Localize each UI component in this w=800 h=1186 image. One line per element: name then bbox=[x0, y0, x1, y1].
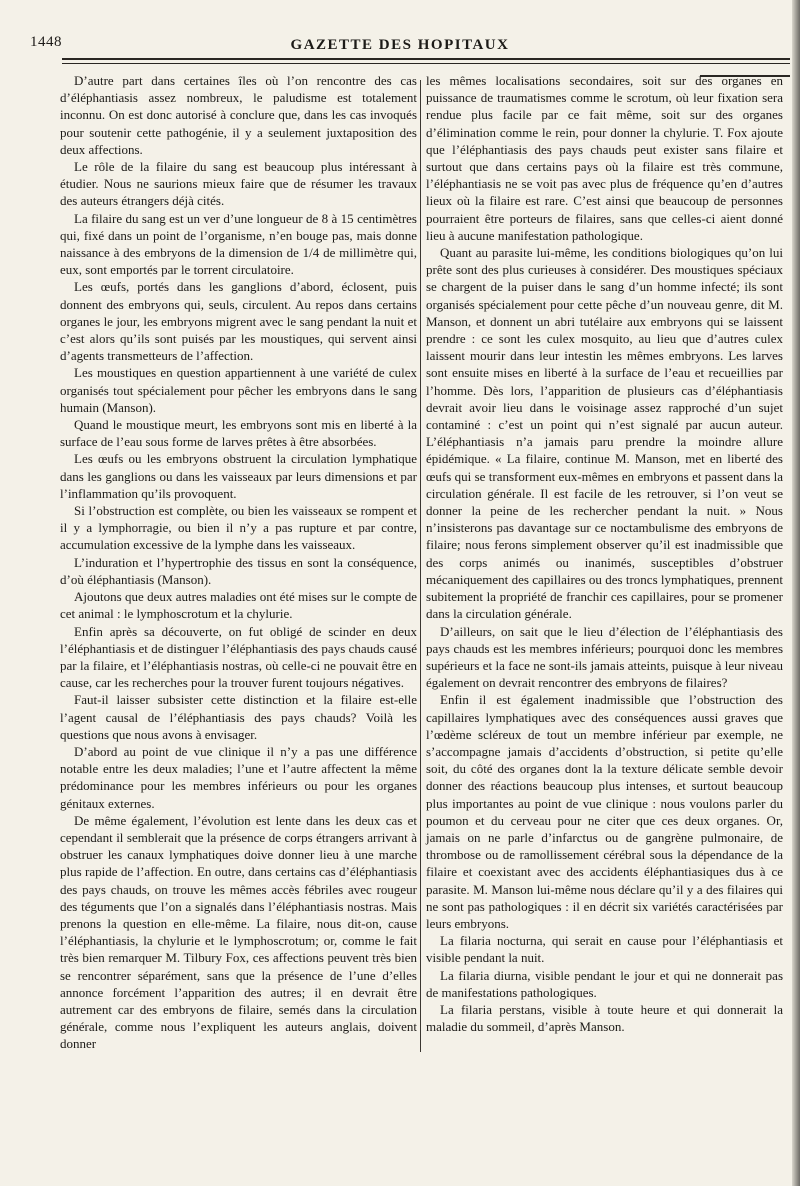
paragraph: Si l’obstruction est complète, ou bien les vaisseaux se rompent et il y a lymphorragie, ou bien il n’y a pas rupture et par contre, accumulation excessive de la lymphe dans les vaisseaux. bbox=[60, 503, 417, 553]
paragraph: L’induration et l’hypertrophie des tissus en sont la conséquence, d’où éléphantiasis (Manson). bbox=[60, 554, 417, 587]
header-rule-thin bbox=[62, 63, 790, 64]
left-column bbox=[60, 72, 417, 1053]
paragraph: Les moustiques en question appartiennent à une variété de culex organisés tout spécialement pour pêcher les embryons dans le sang humain (Manson). bbox=[60, 365, 417, 415]
paragraph: Le rôle de la filaire du sang est beaucoup plus intéressant à étudier. Nous ne saurions mieux faire que de résumer les travaux des auteurs étrangers déjà cités. bbox=[60, 159, 417, 209]
column-divider bbox=[420, 80, 421, 1052]
paragraph: D’autre part dans certaines îles où l’on rencontre des cas d’éléphantiasis assez nombreux, le paludisme est totalement inconnu. On est donc autorisé à conclure que, dans les cas invoqués pour soutenir cette pathogénie, il y a seulement juxtaposition des deux affections. bbox=[60, 73, 417, 157]
paragraph: La filaria diurna, visible pendant le jour et qui ne donnerait pas de manifestations pathologiques. bbox=[426, 967, 783, 1000]
paragraph: Enfin il est également inadmissible que l’obstruction des capillaires lymphatiques avec des conséquences aussi graves que l’œdème scléreux de tout un membre inférieur par exemple, ne s’accompagne jamais d’accidents d’obstruction, si petite qu’elle soit, du côté des organes dont la la texture délicate semble devoir donner des réactions beaucoup plus intenses, et surtout beaucoup plus importantes au point de vue clinique : nous voulons parler du poumon et du cerveau pour ne citer que ces deux organes. Or, jamais on ne parle d’infarctus ou de gangrène pulmonaire, de thrombose ou de ramollissement cérébral sous la dépendance de la filaire et coexistant avec des accidents éléphantiasiques dus à ce parasite. M. Manson lui-même nous déclare qu’il y a des filaires qui ne sont pas pathologiques : il en décrit six variétés caractérisées par leurs embryons. bbox=[426, 692, 783, 931]
running-title: GAZETTE DES HOPITAUX bbox=[290, 37, 510, 53]
paragraph: les mêmes localisations secondaires, soit sur des organes en puissance de traumatismes comme le scrotum, où leur fixation sera rendue plus facile par ce fait même, soit sur des organes d’élimination comme le rein, pour donner la chylurie. T. Fox ajoute que l’éléphantiasis des pays chauds peut exister sans filaire et surtout que dans certains pays où la filaire est très commune, l’éléphantiasis ne se voit pas avec plus de fréquence qu’en d’autres lieux où la filaire est rare. C’est ainsi que beaucoup de personnes pourraient être porteurs de filaires, sans que celles-ci aient donné lieu à aucune manifestation pathologique. bbox=[426, 73, 783, 243]
paragraph: Les œufs, portés dans les ganglions d’abord, éclosent, puis donnent des embryons qui, seuls, circulent. Au repos dans certains organes le jour, les embryons migrent avec le sang pendant la nuit et c’est alors qu’ils sont puisés par les moustiques, qui servent ainsi d’agents transmetteurs de l’affection. bbox=[60, 279, 417, 364]
header-rule-thick bbox=[62, 58, 790, 60]
page-number: 1448 bbox=[30, 34, 62, 50]
paragraph: Les œufs ou les embryons obstruent la circulation lymphatique dans les ganglions ou dans les vaisseaux par leurs dimensions et par l’inflammation qu’ils provoquent. bbox=[60, 451, 417, 501]
paragraph: D’ailleurs, on sait que le lieu d’élection de l’éléphantiasis des pays chauds est les membres inférieurs; pourquoi donc les membres supérieurs et la face ne sont-ils jamais atteints, puisque à leur niveau également on devrait rencontrer des embryons de filaires? bbox=[426, 623, 783, 691]
scan-edge bbox=[792, 0, 800, 1186]
paragraph: Quand le moustique meurt, les embryons sont mis en liberté à la surface de l’eau sous forme de larves prêtes à être absorbées. bbox=[60, 417, 417, 450]
paragraph: La filaria nocturna, qui serait en cause pour l’éléphantiasis et visible pendant la nuit. bbox=[426, 933, 783, 966]
paragraph: De même également, l’évolution est lente dans les deux cas et cependant il semblerait que la présence de corps étrangers arrivant à obstruer les canaux lymphatiques doive donner lieu à une marche plus rapide de l’affection. En outre, dans certains cas d’éléphantiasis des pays chauds, on trouve les mêmes accès fébriles avec rougeur des téguments que l’on a signalés dans l’éléphantiasis nostras. Mais prenons la question en elle-même. La filaire, nous dit-on, cause l’éléphantiasis, la chylurie et le lymphoscrotum; or, comme le fait très bien remarquer M. Tilbury Fox, ces affections peuvent très bien se rencontrer séparément, sans que la présence de l’une d’elles annonce forcément l’apparition des autres; il en devrait être autrement car des embryons de filaire, semés dans la circulation générale, comme nous l’expliquent les auteurs anglais, doivent donner bbox=[60, 812, 417, 1052]
paragraph: Ajoutons que deux autres maladies ont été mises sur le compte de cet animal : le lymphoscrotum et la chylurie. bbox=[60, 589, 417, 622]
paragraph: La filaire du sang est un ver d’une longueur de 8 à 15 centimètres qui, fixé dans un point de l’organisme, n’en bouge pas, mais donne naissance à des embryons de la dimension de 1/4 de millimètre qui, eux, sont emportés par le torrent circulatoire. bbox=[60, 210, 417, 278]
paragraph: D’abord au point de vue clinique il n’y a pas une différence notable entre les deux maladies; l’une et l’autre affectent la même prédominance pour les membres inférieurs ou pour les organes génitaux externes. bbox=[60, 743, 417, 811]
paragraph: Quant au parasite lui-même, les conditions biologiques qu’on lui prête sont des plus curieuses à considérer. Des moustiques spéciaux se chargent de la puiser dans le sang d’un homme infecté; ils sont organisés spécialement pour cette pêche d’un nouveau genre, dit M. Manson, et donnent un abri tutélaire aux embryons qui se laissent prendre : ce sont les culex mosquito, au lieu que d’autres culex laissent mourir dans leur intestin les mêmes embryons. Les larves sont ensuite mises en liberté à la surface de l’eau et recueillies par l’homme. Dès lors, l’apparition de plusieurs cas d’éléphantiasis devrait avoir lieu dans le voisinage assez rapproché d’un sujet contaminé : c’est un point qui n’est signalé par aucun auteur. L’éléphantiasis n’a jamais paru prendre la moindre allure épidémique. « La filaire, continue M. Manson, met en liberté des œufs qui se transforment eux-mêmes en embryons et passent dans la circulation générale. Il est facile de les retrouver, si l’on veut se donner la peine de les rechercher pendant la nuit. » Nous n’insisterons pas davantage sur ce noctambulisme des embryons de filaire; nous ferons simplement observer qu’il est inadmissible que des corps animés ou inanimés, susceptibles d’obstruer mécaniquement des capillaires ou des troncs lymphatiques, prennent subitement la propriété de franchir ces capillaires, pour se promener dans la circulation générale. bbox=[426, 245, 783, 622]
paragraph: La filaria perstans, visible à toute heure et qui donnerait la maladie du sommeil, d’après Manson. bbox=[426, 1001, 783, 1035]
paragraph: Enfin après sa découverte, on fut obligé de scinder en deux l’éléphantiasis et de distinguer l’éléphantiasis des pays chauds causé par la filaire, et l’éléphantiasis nostras, où celle-ci ne pouvait être en cause, car les recherches pour la trouver furent toujours négatives. bbox=[60, 623, 417, 691]
paragraph: Faut-il laisser subsister cette distinction et la filaire est-elle l’agent causal de l’éléphantiasis des pays chauds? Voilà les questions que nous avons à envisager. bbox=[60, 692, 417, 742]
right-column bbox=[426, 72, 783, 1035]
